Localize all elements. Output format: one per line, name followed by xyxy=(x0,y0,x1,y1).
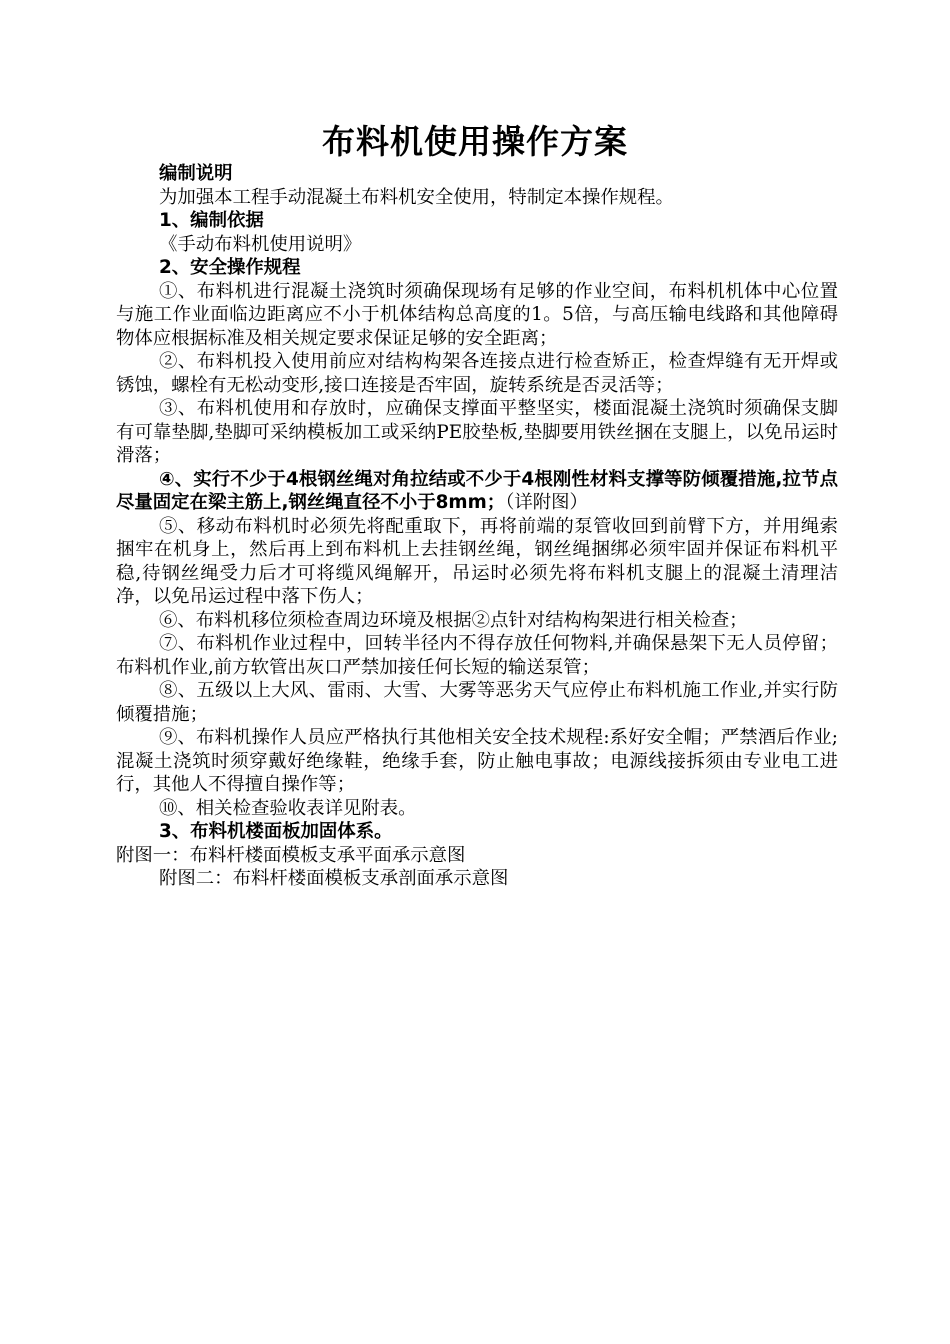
document-body xyxy=(116,162,838,891)
intro-paragraph: 为加强本工程手动混凝土布料机安全使用，特制定本操作规程。 xyxy=(159,186,674,208)
rule-2: ②、布料机投入使用前应对结构构架各连接点进行检查矫正，检查焊缝有无开焊或锈蚀，螺栓有无松动变形,接口连接是否牢固，旋转系统是否灵活等； xyxy=(116,351,838,396)
rule-4-bold-text: ④、实行不少于4根钢丝绳对角拉结或不少于4根刚性材料支撑等防倾覆措施,拉节点尽量固定在梁主筋上,钢丝绳直径不小于8mm； xyxy=(116,468,838,513)
figure-1-caption: 附图一：布料杆楼面模板支承平面承示意图 xyxy=(116,844,466,866)
rule-9: ⑨、布料机操作人员应严格执行其他相关安全技术规程:系好安全帽；严禁酒后作业;混凝土浇筑时须穿戴好绝缘鞋，绝缘手套，防止触电事故；电源线接拆须由专业电工进行，其他人不得擅自操作等； xyxy=(116,727,838,795)
rules-heading: 2、安全操作规程 xyxy=(159,257,301,278)
rule-7: ⑦、布料机作业过程中，回转半径内不得存放任何物料,并确保悬架下无人员停留；布料机作业,前方软管出灰口严禁加接任何长短的输送泵管； xyxy=(116,633,838,678)
rule-3: ③、布料机使用和存放时，应确保支撑面平整坚实，楼面混凝土浇筑时须确保支脚有可靠垫脚,垫脚可采纳模板加工或采纳PE胶垫板,垫脚要用铁丝捆在支腿上，以免吊运时滑落； xyxy=(116,398,838,466)
page-title: 布料机使用操作方案 xyxy=(322,122,628,161)
rule-1: ①、布料机进行混凝土浇筑时须确保现场有足够的作业空间，布料机机体中心位置与施工作业面临边距离应不小于机体结构总高度的1。5倍，与高压输电线路和其他障碍物体应根据标准及相关规定要求保证足够的安全距离； xyxy=(116,280,838,349)
rule-8: ⑧、五级以上大风、雷雨、大雪、大雾等恶劣天气应停止布料机施工作业,并实行防倾覆措施； xyxy=(116,680,838,725)
reinforce-heading: 3、布料机楼面板加固体系。 xyxy=(159,821,393,842)
rule-10: ⑩、相关检查验收表详见附表。 xyxy=(159,797,417,819)
rule-4 xyxy=(116,468,838,515)
rule-6: ⑥、布料机移位须检查周边环境及根据②点针对结构构架进行相关检查； xyxy=(159,609,748,631)
rule-5: ⑤、移动布料机时必须先将配重取下，再将前端的泵管收回到前臂下方，并用绳索捆牢在机身上，然后再上到布料机上去挂钢丝绳，钢丝绳捆绑必须牢固并保证布料机平稳,待钢丝绳受力后才可将缆风绳解开，吊运时必须先将布料机支腿上的混凝土清理洁净，以免吊运过程中落下伤人； xyxy=(116,515,838,607)
basis-heading: 1、编制依据 xyxy=(159,210,264,231)
intro-heading: 编制说明 xyxy=(159,163,233,184)
figure-2-caption: 附图二：布料杆楼面模板支承剖面承示意图 xyxy=(159,868,509,889)
basis-paragraph: 《手动布料机使用说明》 xyxy=(159,233,362,255)
rule-4-note: （详附图） xyxy=(505,492,588,513)
